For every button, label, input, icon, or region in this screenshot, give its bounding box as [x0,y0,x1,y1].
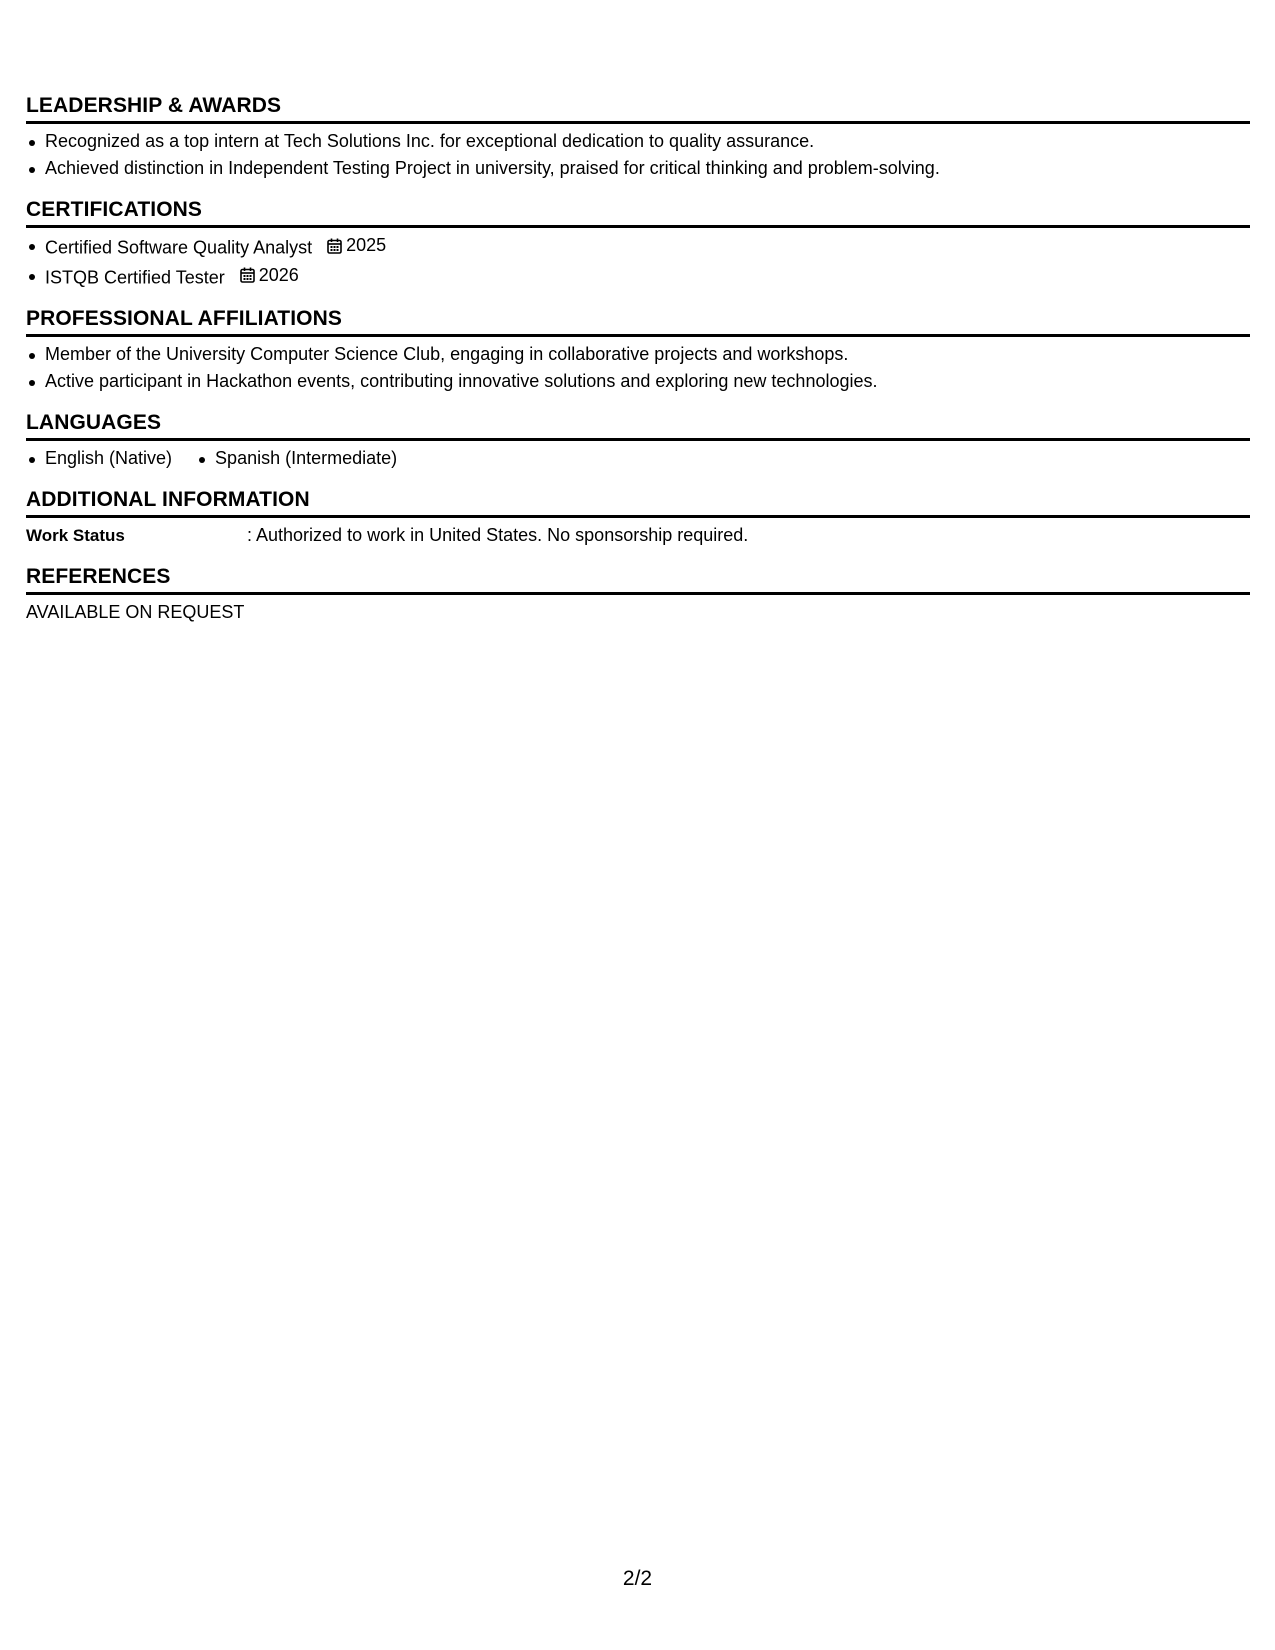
list-item: Member of the University Computer Science Club, engaging in collaborative projects and workshops. [26,341,1250,368]
certification-year: 2026 [258,264,299,285]
list-item: English (Native) [26,445,172,472]
certification-name: ISTQB Certified Tester [45,267,225,287]
list-item [26,262,1250,292]
leadership-list [26,128,1250,182]
certification-name: Certified Software Quality Analyst [45,237,313,258]
certifications-list [26,232,1250,291]
list-item: Spanish (Intermediate) [196,445,397,472]
section-title-leadership: LEADERSHIP & AWARDS [26,93,1250,124]
certification-year: 2025 [346,235,387,255]
section-title-additional-info: ADDITIONAL INFORMATION [26,487,1250,518]
affiliations-section [26,306,1250,410]
additional-info-section [26,487,1250,564]
languages-list [26,445,1250,472]
list-item: Active participant in Hackathon events, contributing innovative solutions and exploring new technologies. [26,368,1250,395]
calendar-icon [240,267,255,283]
certification-date [327,232,386,259]
affiliations-list [26,341,1250,395]
page-number: 2/2 [622,1567,653,1590]
calendar-icon [327,238,342,254]
references-text: AVAILABLE ON REQUEST [26,602,245,622]
section-title-certifications: CERTIFICATIONS [26,197,1250,228]
section-title-affiliations: PROFESSIONAL AFFILIATIONS [26,306,1250,337]
section-title-languages: LANGUAGES [26,410,1250,441]
languages-section [26,410,1250,487]
info-row-work-status [26,522,1250,549]
certification-date [240,262,299,289]
list-item: Recognized as a top intern at Tech Solutions Inc. for exceptional dedication to quality assurance. [26,128,1250,155]
info-value: : Authorized to work in United States. No sponsorship required. [247,525,749,545]
section-title-references: REFERENCES [26,564,1250,595]
leadership-section [26,93,1250,197]
certifications-section [26,197,1250,306]
list-item: Achieved distinction in Independent Testing Project in university, praised for critical thinking and problem-solving. [26,155,1250,182]
info-label: Work Status [26,526,125,545]
resume-page [26,93,1250,641]
list-item [26,232,1250,262]
references-section [26,564,1250,641]
